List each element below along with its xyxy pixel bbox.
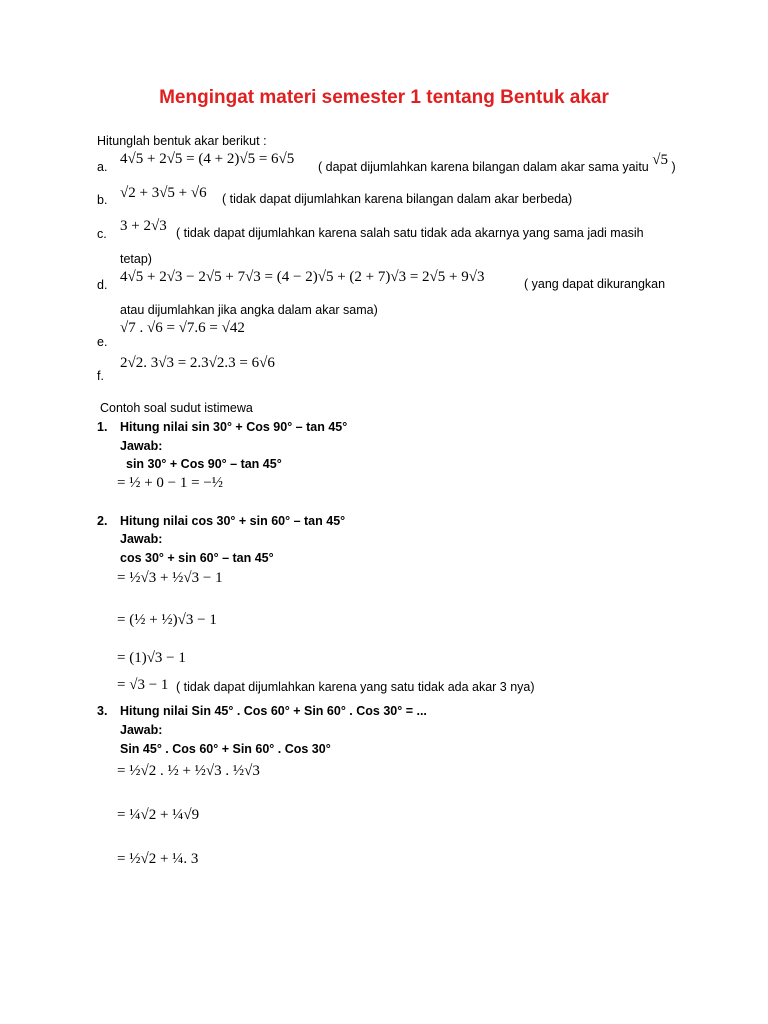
- problem-1-question: Hitung nilai sin 30° + Cos 90° – tan 45°: [120, 420, 348, 434]
- item-d-note-cont: atau dijumlahkan jika angka dalam akar sama): [120, 303, 378, 317]
- problem-3-restate: Sin 45° . Cos 60° + Sin 60° . Cos 30°: [120, 742, 331, 756]
- item-b-math: √2 + 3√5 + √6: [120, 185, 207, 201]
- item-d-note: ( yang dapat dikurangkan: [524, 277, 666, 291]
- page-title: Mengingat materi semester 1 tentang Bentuk akar: [159, 87, 609, 108]
- problem-2-note: ( tidak dapat dijumlahkan karena yang satu tidak ada akar 3 nya): [176, 680, 535, 694]
- item-f-math: 2√2. 3√3 = 2.3√2.3 = 6√6: [120, 355, 275, 371]
- problem-2-question: Hitung nilai cos 30° + sin 60° – tan 45°: [120, 514, 346, 528]
- problem-2-step-3: = (1)√3 − 1: [117, 650, 186, 666]
- item-d-math: 4√5 + 2√3 − 2√5 + 7√3 = (4 − 2)√5 + (2 + 7)√3 = 2√5 + 9√3: [120, 269, 485, 285]
- problem-2-step-4: = √3 − 1: [117, 677, 169, 693]
- item-c-note: ( tidak dapat dijumlahkan karena salah satu tidak ada akarnya yang sama jadi masih: [176, 226, 644, 240]
- item-c-label: c.: [97, 227, 107, 241]
- problem-1-number: 1.: [97, 420, 108, 434]
- item-a-note: ( dapat dijumlahkan karena bilangan dalam akar sama yaitu √5 ): [318, 152, 676, 174]
- problem-1-jawab: Jawab:: [120, 439, 163, 453]
- problem-1-restate: sin 30° + Cos 90° – tan 45°: [126, 457, 282, 471]
- problem-2-step-2: = (½ + ½)√3 − 1: [117, 612, 217, 628]
- problem-3-jawab: Jawab:: [120, 723, 163, 737]
- item-b-note: ( tidak dapat dijumlahkan karena bilangan dalam akar berbeda): [222, 192, 573, 206]
- item-c-note-cont: tetap): [120, 252, 152, 266]
- section2-title: Contoh soal sudut istimewa: [100, 401, 253, 415]
- problem-3-step-2: = ¼√2 + ¼√9: [117, 807, 200, 823]
- problem-3-step-1: = ½√2 . ½ + ½√3 . ½√3: [117, 763, 260, 779]
- item-f-label: f.: [97, 369, 104, 383]
- item-e-label: e.: [97, 335, 108, 349]
- problem-2-restate: cos 30° + sin 60° – tan 45°: [120, 551, 274, 565]
- item-e-math: √7 . √6 = √7.6 = √42: [120, 320, 245, 336]
- item-c-math: 3 + 2√3: [120, 218, 167, 234]
- item-d-label: d.: [97, 278, 108, 292]
- problem-3-number: 3.: [97, 704, 108, 718]
- problem-3-step-3: = ½√2 + ¼. 3: [117, 851, 199, 867]
- problem-2-number: 2.: [97, 514, 108, 528]
- intro-text: Hitunglah bentuk akar berikut :: [97, 134, 267, 148]
- problem-1-step-1: = ½ + 0 − 1 = −½: [117, 475, 224, 491]
- problem-3-question: Hitung nilai Sin 45° . Cos 60° + Sin 60° . Cos 30° = ...: [120, 704, 427, 718]
- item-a-label: a.: [97, 160, 108, 174]
- problem-2-jawab: Jawab:: [120, 532, 163, 546]
- item-b-label: b.: [97, 193, 108, 207]
- problem-2-step-1: = ½√3 + ½√3 − 1: [117, 570, 223, 586]
- item-a-math: 4√5 + 2√5 = (4 + 2)√5 = 6√5: [120, 151, 295, 167]
